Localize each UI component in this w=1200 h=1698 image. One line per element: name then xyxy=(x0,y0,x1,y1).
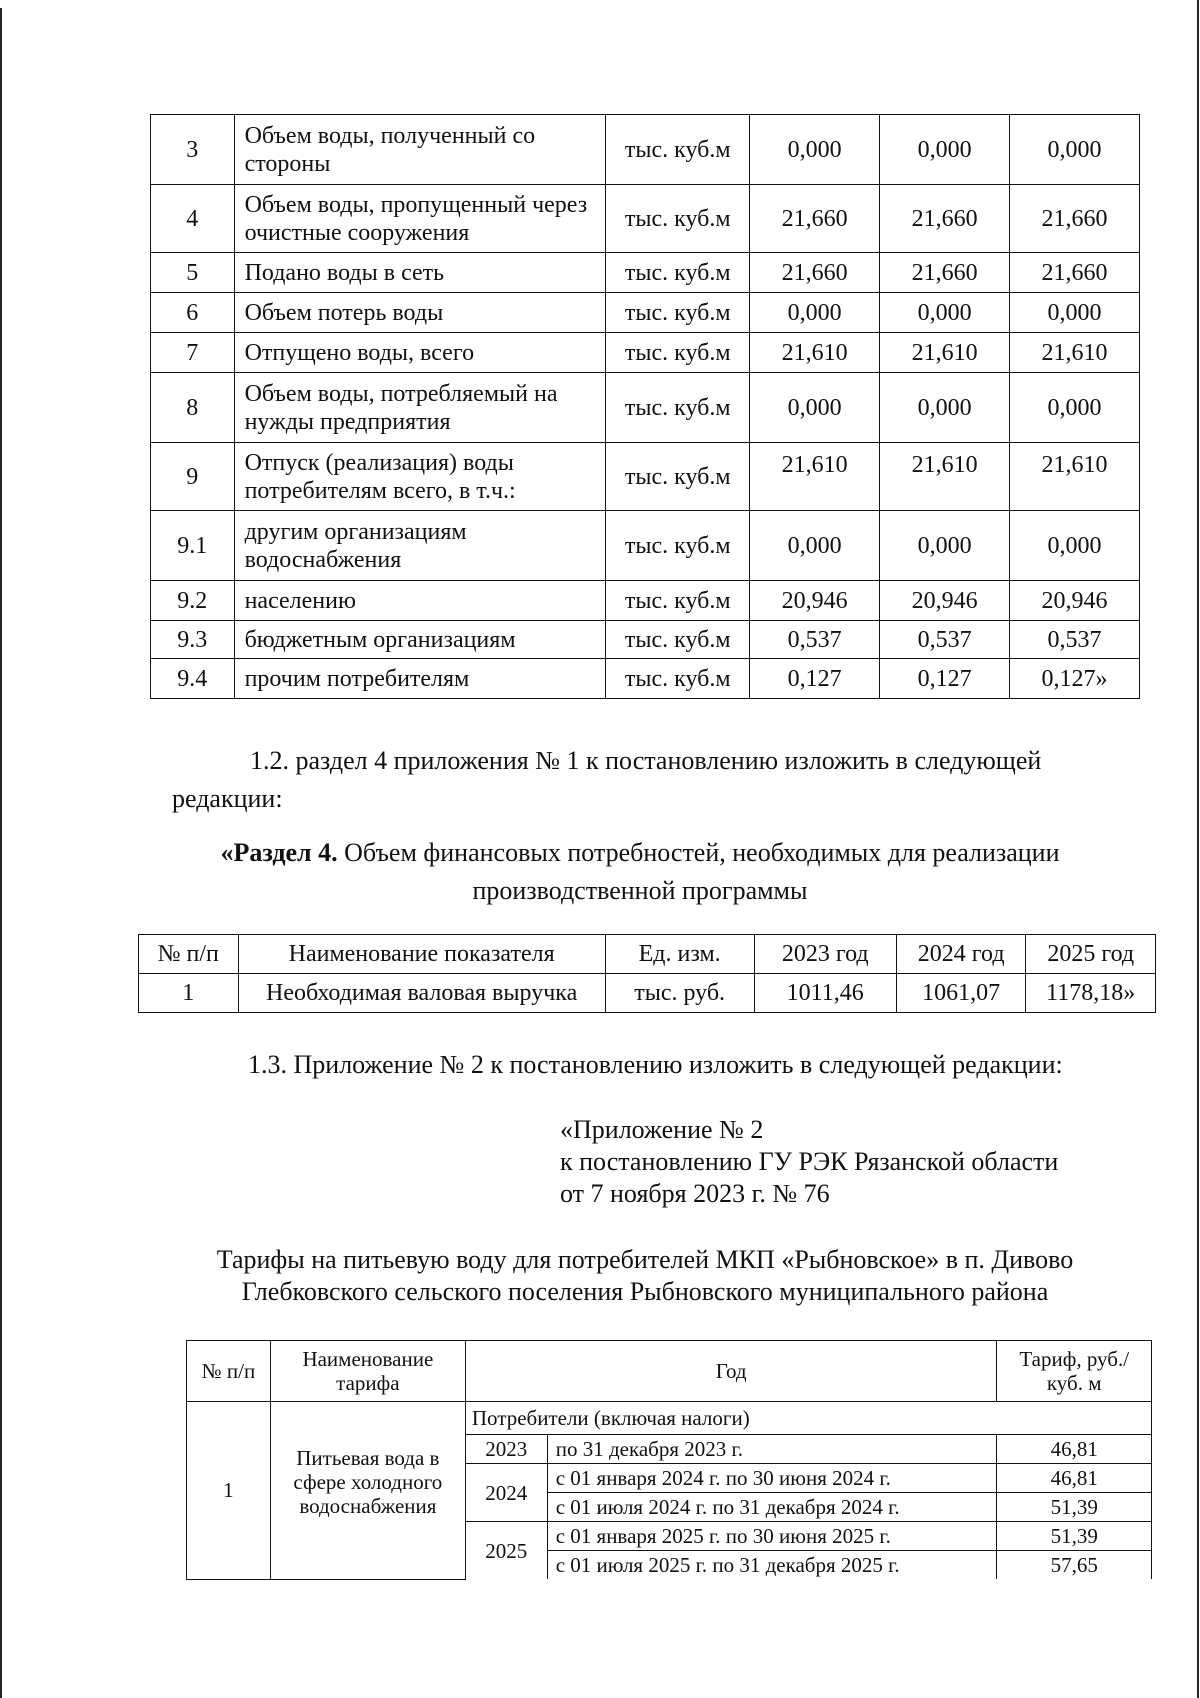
table-header-row xyxy=(139,935,1156,974)
paragraph-1-2: 1.2. раздел 4 приложения № 1 к постановлению изложить в следующей редакции: xyxy=(172,746,1042,813)
row-number: 9 xyxy=(151,443,235,511)
header-tariff: Тариф, руб./куб. м xyxy=(997,1341,1152,1402)
annex-line-1: «Приложение № 2 xyxy=(560,1115,764,1144)
value-2023: 20,946 xyxy=(750,581,880,621)
value-2023: 0,000 xyxy=(750,293,880,333)
value-2025: 0,127» xyxy=(1010,659,1140,699)
row-number: 9.4 xyxy=(151,659,235,699)
indicator-name: Подано воды в сеть xyxy=(234,253,606,293)
table-row xyxy=(151,115,1140,185)
header-num: № п/п xyxy=(139,935,239,974)
consumers-row xyxy=(187,1402,1152,1435)
row-number: 5 xyxy=(151,253,235,293)
value-2025: 0,000 xyxy=(1010,115,1140,185)
value-2023: 0,000 xyxy=(750,373,880,443)
value-2025: 20,946 xyxy=(1010,581,1140,621)
unit: тыс. куб.м xyxy=(606,373,750,443)
header-2024: 2024 год xyxy=(896,935,1026,974)
header-year: Год xyxy=(465,1341,997,1402)
value-2024: 0,000 xyxy=(880,115,1010,185)
indicator-name: Объем воды, полученный со стороны xyxy=(234,115,606,185)
table-row xyxy=(151,185,1140,253)
tariff-value: 51,39 xyxy=(997,1493,1152,1522)
row-number: 7 xyxy=(151,333,235,373)
row-number: 9.3 xyxy=(151,621,235,659)
value-2024: 20,946 xyxy=(880,581,1010,621)
unit: тыс. куб.м xyxy=(606,115,750,185)
row-number: 4 xyxy=(151,185,235,253)
tariff-value: 46,81 xyxy=(997,1464,1152,1493)
tariff-value: 51,39 xyxy=(997,1522,1152,1551)
table-row xyxy=(151,293,1140,333)
row-number: 9.1 xyxy=(151,511,235,581)
unit: тыс. куб.м xyxy=(606,333,750,373)
year-2023: 2023 xyxy=(465,1435,547,1464)
tariff-table xyxy=(186,1340,1152,1580)
indicator-name: Объем воды, пропущенный через очистные сооружения xyxy=(234,185,606,253)
value-2024: 0,000 xyxy=(880,373,1010,443)
value-2023: 0,537 xyxy=(750,621,880,659)
header-tariff-name: Наименование тарифа xyxy=(270,1341,465,1402)
value-2024: 0,127 xyxy=(880,659,1010,699)
tariff-title xyxy=(140,1244,1150,1308)
section-4-title: Объем финансовых потребностей, необходимых для реализации производственной программы xyxy=(337,838,1060,905)
row-number: 1 xyxy=(187,1402,271,1580)
value-2024: 0,000 xyxy=(880,293,1010,333)
value-2023: 0,000 xyxy=(750,511,880,581)
period: с 01 января 2024 г. по 30 июня 2024 г. xyxy=(547,1464,997,1493)
year-2025: 2025 xyxy=(465,1522,547,1580)
scan-edge-left xyxy=(0,8,2,1698)
value-2025: 0,000 xyxy=(1010,373,1140,443)
value-2023: 0,127 xyxy=(750,659,880,699)
year-2024: 2024 xyxy=(465,1464,547,1522)
tariff-name: Питьевая вода в сфере холодного водоснабжения xyxy=(270,1402,465,1580)
paragraph-1-3: 1.3. Приложение № 2 к постановлению изложить в следующей редакции: xyxy=(248,1050,1063,1079)
value-2023: 21,610 xyxy=(750,443,880,511)
section-4-heading xyxy=(140,834,1140,910)
table-row xyxy=(151,511,1140,581)
unit: тыс. руб. xyxy=(605,974,754,1013)
value-2025: 21,610 xyxy=(1010,333,1140,373)
value-2023: 0,000 xyxy=(750,115,880,185)
unit: тыс. куб.м xyxy=(606,185,750,253)
unit: тыс. куб.м xyxy=(606,511,750,581)
header-num: № п/п xyxy=(187,1341,271,1402)
value-2025: 0,000 xyxy=(1010,511,1140,581)
header-2025: 2025 год xyxy=(1026,935,1156,974)
indicator-name: Отпуск (реализация) воды потребителям всего, в т.ч.: xyxy=(234,443,606,511)
unit: тыс. куб.м xyxy=(606,581,750,621)
value-2025: 0,537 xyxy=(1010,621,1140,659)
unit: тыс. куб.м xyxy=(606,621,750,659)
tariff-title-line-1: Тарифы на питьевую воду для потребителей МКП «Рыбновское» в п. Дивово xyxy=(216,1245,1074,1274)
table-row xyxy=(151,253,1140,293)
period: по 31 декабря 2023 г. xyxy=(547,1435,997,1464)
row-number: 1 xyxy=(139,974,239,1013)
value-2025: 21,610 xyxy=(1010,443,1140,511)
value-2024: 0,000 xyxy=(880,511,1010,581)
table-row xyxy=(151,659,1140,699)
annex-line-3: от 7 ноября 2023 г. № 76 xyxy=(560,1179,830,1208)
table-row xyxy=(151,581,1140,621)
value-2023: 21,660 xyxy=(750,253,880,293)
indicator-name: бюджетным организациям xyxy=(234,621,606,659)
indicator-name: Объем воды, потребляемый на нужды предприятия xyxy=(234,373,606,443)
value-2024: 21,610 xyxy=(880,333,1010,373)
annex-header xyxy=(560,1114,1160,1210)
value-2025: 21,660 xyxy=(1010,253,1140,293)
table-row xyxy=(139,974,1156,1013)
consumers-label: Потребители (включая налоги) xyxy=(465,1402,1151,1435)
unit: тыс. куб.м xyxy=(606,253,750,293)
annex-line-2: к постановлению ГУ РЭК Рязанской области xyxy=(560,1147,1059,1176)
period: с 01 июля 2024 г. по 31 декабря 2024 г. xyxy=(547,1493,997,1522)
section-4-label: «Раздел 4. xyxy=(220,838,338,867)
period: с 01 июля 2025 г. по 31 декабря 2025 г. xyxy=(547,1551,997,1580)
value-2023: 21,610 xyxy=(750,333,880,373)
unit: тыс. куб.м xyxy=(606,659,750,699)
value-2024: 21,660 xyxy=(880,185,1010,253)
value-2024: 0,537 xyxy=(880,621,1010,659)
indicator-name: Необходимая валовая выручка xyxy=(238,974,605,1013)
table-row xyxy=(151,621,1140,659)
unit: тыс. куб.м xyxy=(606,443,750,511)
header-2023: 2023 год xyxy=(754,935,896,974)
table-row xyxy=(151,443,1140,511)
value-2024: 1061,07 xyxy=(896,974,1026,1013)
water-balance-table xyxy=(150,114,1140,699)
indicator-name: населению xyxy=(234,581,606,621)
row-number: 6 xyxy=(151,293,235,333)
unit: тыс. куб.м xyxy=(606,293,750,333)
indicator-name: Отпущено воды, всего xyxy=(234,333,606,373)
header-unit: Ед. изм. xyxy=(605,935,754,974)
row-number: 8 xyxy=(151,373,235,443)
indicator-name: Объем потерь воды xyxy=(234,293,606,333)
value-2025: 1178,18» xyxy=(1026,974,1156,1013)
header-name: Наименование показателя xyxy=(238,935,605,974)
value-2025: 0,000 xyxy=(1010,293,1140,333)
value-2025: 21,660 xyxy=(1010,185,1140,253)
row-number: 3 xyxy=(151,115,235,185)
tariff-value: 57,65 xyxy=(997,1551,1152,1580)
table-row xyxy=(151,373,1140,443)
row-number: 9.2 xyxy=(151,581,235,621)
tariff-title-line-2: Глебковского сельского поселения Рыбновского муниципального района xyxy=(241,1277,1049,1306)
indicator-name: другим организациям водоснабжения xyxy=(234,511,606,581)
value-2024: 21,610 xyxy=(880,443,1010,511)
value-2023: 1011,46 xyxy=(754,974,896,1013)
value-2023: 21,660 xyxy=(750,185,880,253)
table-row xyxy=(151,333,1140,373)
period: с 01 января 2025 г. по 30 июня 2025 г. xyxy=(547,1522,997,1551)
table-header-row xyxy=(187,1341,1152,1402)
scan-edge-right xyxy=(1197,0,1199,1698)
indicator-name: прочим потребителям xyxy=(234,659,606,699)
financial-needs-table xyxy=(138,934,1156,1013)
tariff-value: 46,81 xyxy=(997,1435,1152,1464)
value-2024: 21,660 xyxy=(880,253,1010,293)
